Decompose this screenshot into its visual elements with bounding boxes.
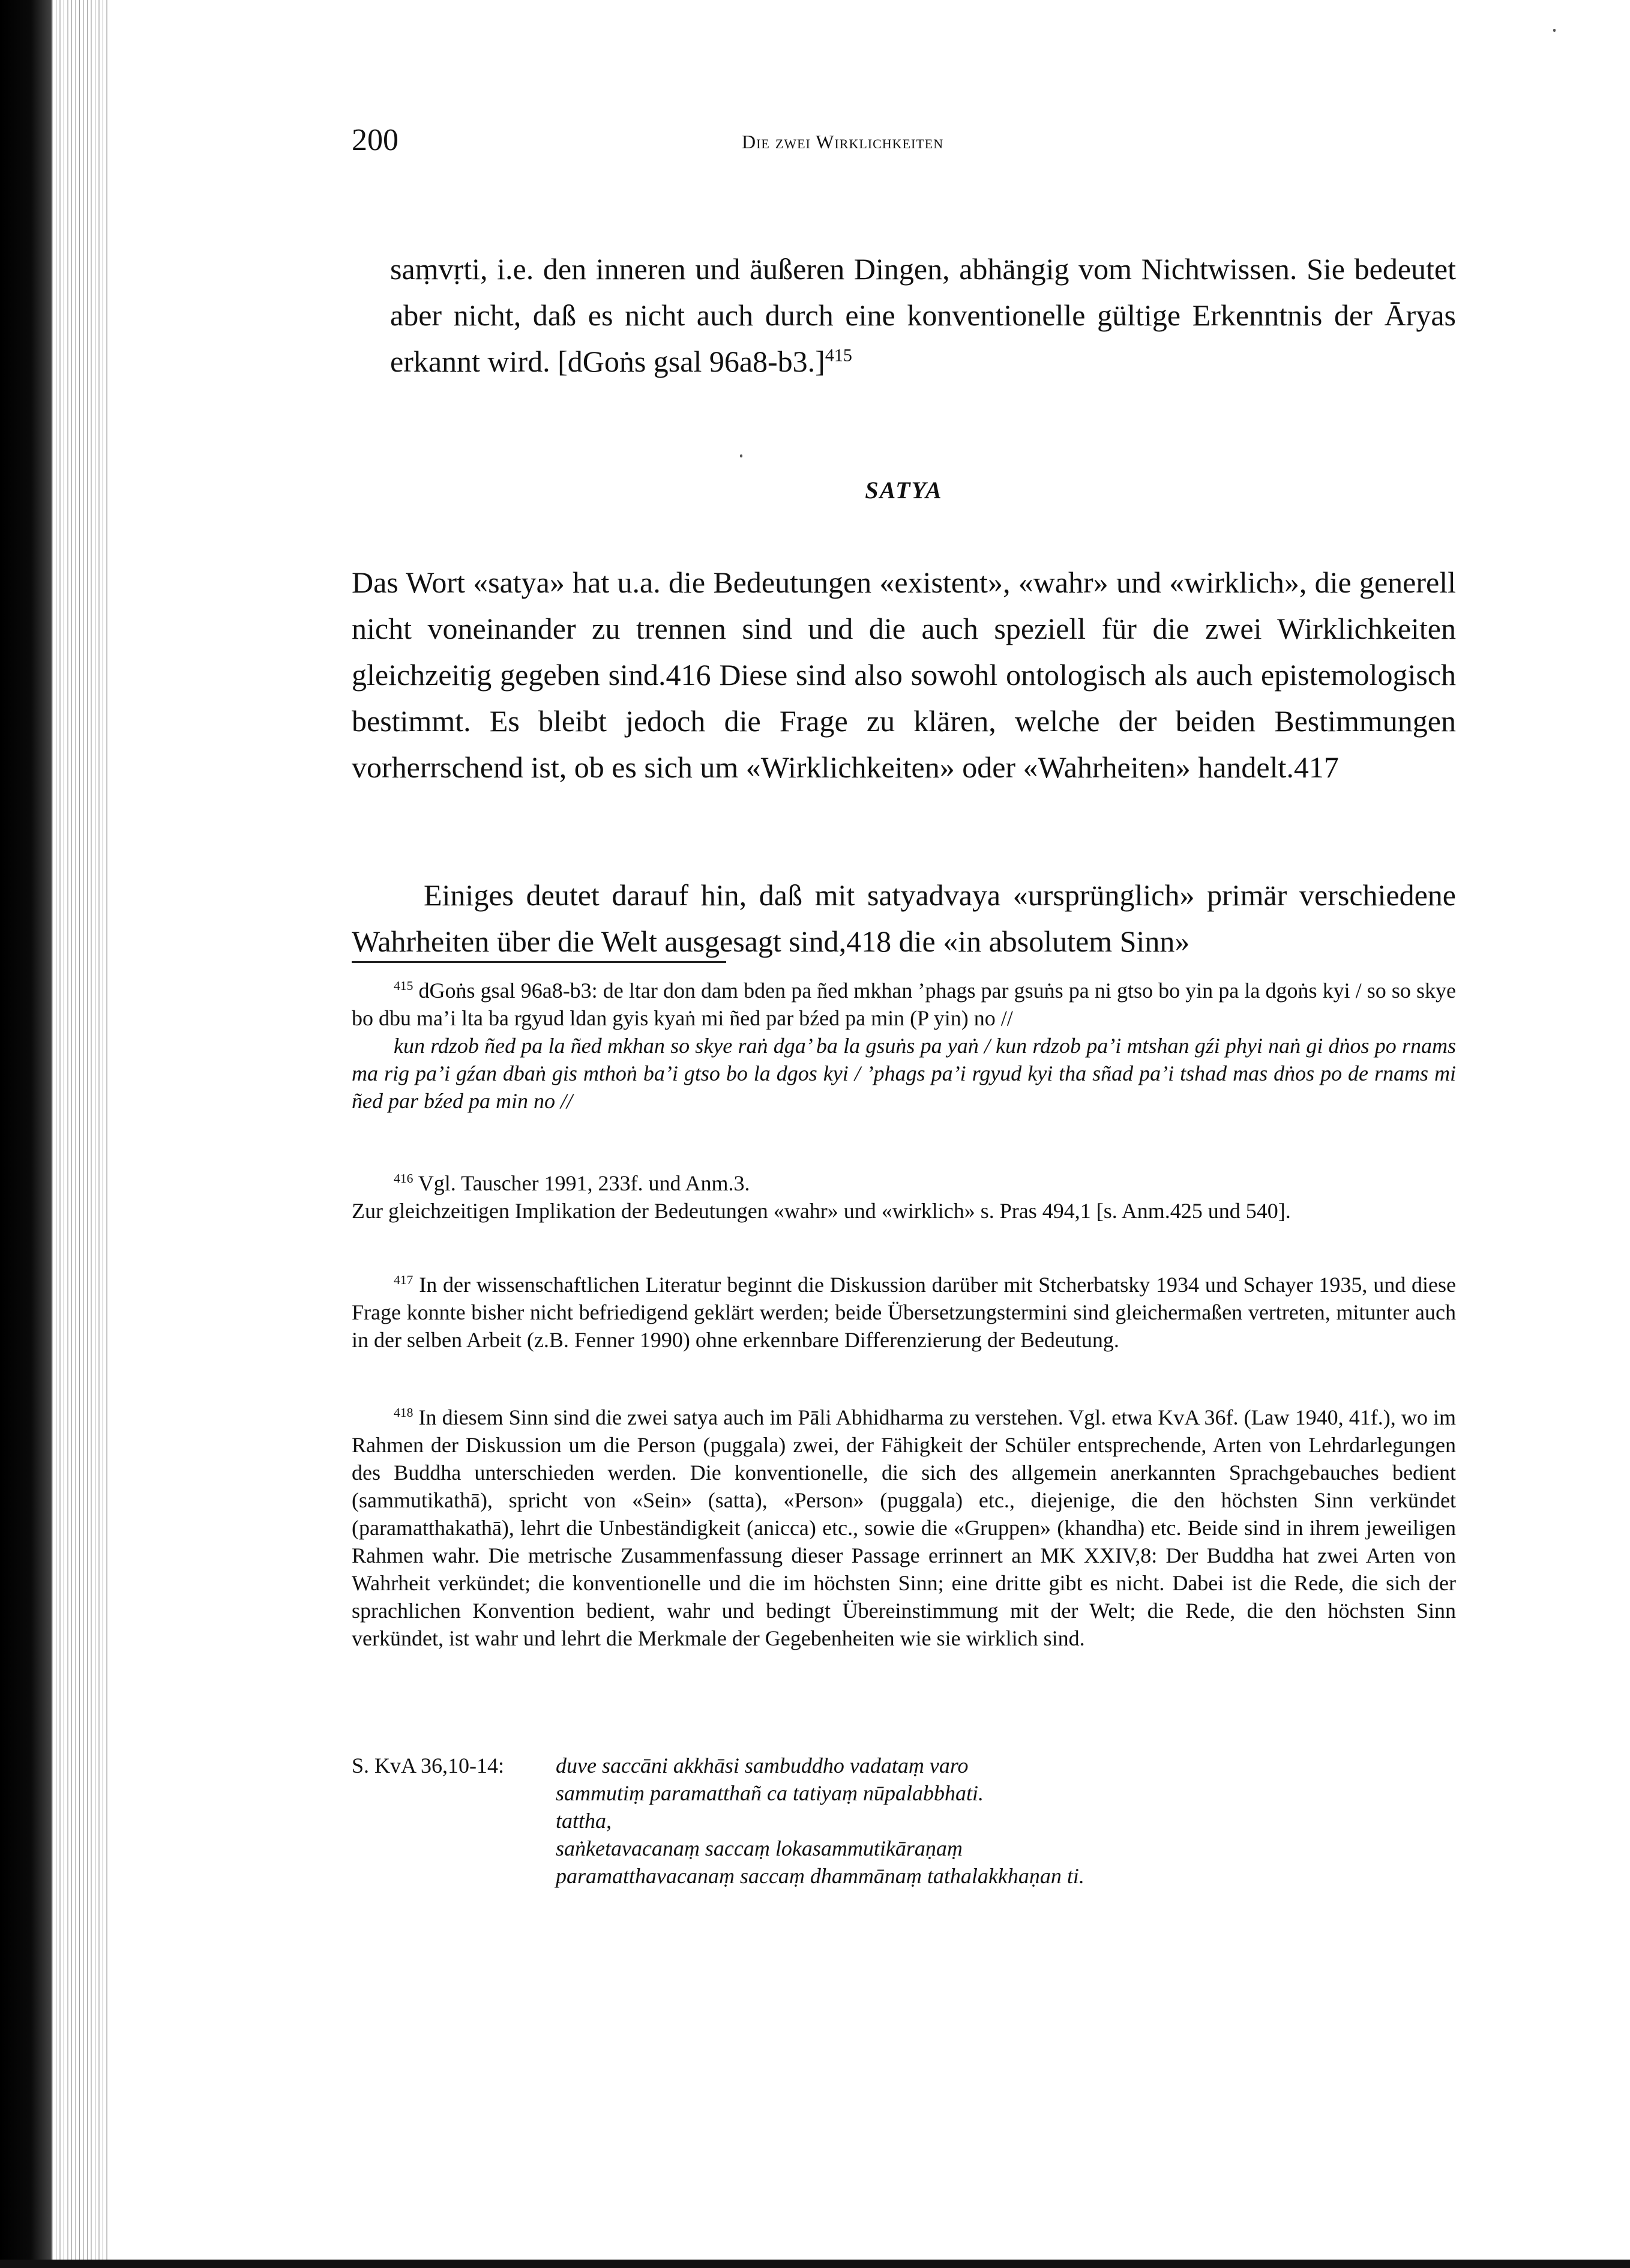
binding-shadow xyxy=(0,0,52,2268)
footnote-415 xyxy=(352,977,1456,1115)
footnote-number: 415 xyxy=(394,979,414,993)
footnote-text: dGoṅs gsal 96a8-b3: de ltar don dam bden pa ñed mkhan ’phags par gsuṅs pa ni gtso bo yin pa la dgoṅs kyi / so so skye bo dbu ma’i lta ba rgyud ldan gyis kyaṅ mi ñed par bźed pa min (P yin) no // xyxy=(352,979,1457,1030)
binding-page-edges xyxy=(52,0,108,2268)
footnote-text: In der wissenschaftlichen Literatur beginnt die Diskussion darüber mit Stcherbatsky 1934 und Schayer 1935, und diese Frage konnte bisher nicht befriedigend geklärt werden; beide Übersetzungstermini sind gleichermaßen vertreten, mitunter auch in der selben Arbeit (z.B. Fenner 1990) ohne erkennbare Differenzierung der Bedeutung. xyxy=(352,1273,1456,1352)
footnote-number: 417 xyxy=(394,1273,414,1287)
verse-line: duve saccāni akkhāsi sambuddho vadataṃ varo xyxy=(556,1754,969,1778)
footnote-416 xyxy=(352,1169,1456,1225)
running-title: Die zwei Wirklichkeiten xyxy=(742,131,944,152)
scan-bottom-edge xyxy=(0,2260,1630,2268)
footnote-text-continued: kun rdzob ñed pa la ñed mkhan so skye raṅ dga’ ba la gsuṅs pa yaṅ / kun rdzob pa’i mtshan gźi phyi naṅ gi dṅos po rnams ma rig pa’i gźan dbaṅ gis mthoṅ ba’i gtso bo la dgos kyi / ’phags pa’i rgyud kyi tha sñad pa’i tshad mas dṅos po de rnams mi ñed par bźed pa min no // xyxy=(352,1034,1456,1113)
footnote-number: 416 xyxy=(394,1171,414,1186)
footnote-separator xyxy=(352,961,726,963)
footnote-text: Vgl. Tauscher 1991, 233f. und Anm.3. xyxy=(418,1171,750,1195)
verse-line: tattha, xyxy=(556,1809,612,1833)
body-paragraph-2: Das Wort «satya» hat u.a. die Bedeutungen «existent», «wahr» und «wirklich», die generell nicht voneinander zu trennen sind und die auch speziell für die zwei Wirklichkeiten gleichzeitig gegeben sind.416 Diese sind also sowohl ontologisch als auch epistemologisch bestimmt. Es bleibt jedoch die Frage zu klären, welche der beiden Bestimmungen vorherrschend ist, ob es sich um «Wirklichkeiten» oder «Wahrheiten» handelt.417 xyxy=(352,565,1456,784)
speck-mark xyxy=(740,454,742,457)
paragraph-1-text: saṃvṛti, i.e. den inneren und äußeren Dingen, abhängig vom Nichtwissen. Sie bedeutet aber nicht, daß es nicht auch durch eine konventionelle gültige Erkenntnis der Āryas erkannt wird. [dGoṅs gsal 96a8-b3.] xyxy=(390,252,1456,378)
footnote-number: 418 xyxy=(394,1405,414,1420)
running-head xyxy=(352,122,1462,158)
footnote-417 xyxy=(352,1271,1456,1354)
source-label: S. KvA 36,10-14: xyxy=(352,1754,505,1778)
footnote-ref-415: 415 xyxy=(825,345,852,366)
verse-line: paramatthavacanaṃ saccaṃ dhammānaṃ tathalakkhaṇan ti. xyxy=(556,1864,1084,1888)
book-binding-edge xyxy=(0,0,108,2268)
speck-mark xyxy=(1553,29,1556,32)
section-heading: SATYA xyxy=(865,477,943,504)
verse-line: saṅketavacanaṃ saccaṃ lokasammutikāraṇaṃ xyxy=(556,1836,963,1860)
body-paragraph-3: Einiges deutet darauf hin, daß mit satyadvaya «ursprünglich» primär verschiedene Wahrheiten über die Welt ausgesagt sind,418 die «in absolutem Sinn» xyxy=(352,878,1456,958)
verse-line: sammutiṃ paramatthañ ca tatiyaṃ nūpalabbhati. xyxy=(556,1781,984,1805)
footnote-text-continued: Zur gleichzeitigen Implikation der Bedeutungen «wahr» und «wirklich» s. Pras 494,1 [s. Anm.425 und 540]. xyxy=(352,1199,1291,1223)
footnote-text: In diesem Sinn sind die zwei satya auch im Pāli Abhidharma zu verstehen. Vgl. etwa KvA 36f. (Law 1940, 41f.), wo im Rahmen der Diskussion um die Person (puggala) zwei, der Fähigkeit der Schüler entsprechende, Arten von Lehrdarlegungen des Buddha unterschieden werden. Die konventionelle, die sich des allgemein anerkannten Sprachgebauches bedient (sammutikathā), spricht von «Sein» (satta), «Person» (puggala) etc., diejenige, die den höchsten Sinn verkündet (paramatthakathā), lehrt die Unbeständigkeit (anicca) etc., sowie die «Gruppen» (khandha) etc. Beide sind in ihrem jeweiligen Rahmen wahr. Die metrische Zusammenfassung dieser Passage errinnert an MK XXIV,8: Der Buddha hat zwei Arten von Wahrheit verkündet; die konventionelle und die im höchsten Sinn; eine dritte gibt es nicht. Dabei ist die Rede, die sich der sprachlichen Konvention bedient, wahr und bedingt Übereinstimmung mit der Welt; die Rede, die den höchsten Sinn verkündet, ist wahr und lehrt die Merkmale der Gegebenheiten wie sie wirklich sind. xyxy=(352,1405,1456,1650)
page-number: 200 xyxy=(352,123,398,157)
verse-block xyxy=(556,1752,1084,1890)
footnote-418 xyxy=(352,1404,1456,1652)
body-paragraph-1 xyxy=(352,246,1456,385)
